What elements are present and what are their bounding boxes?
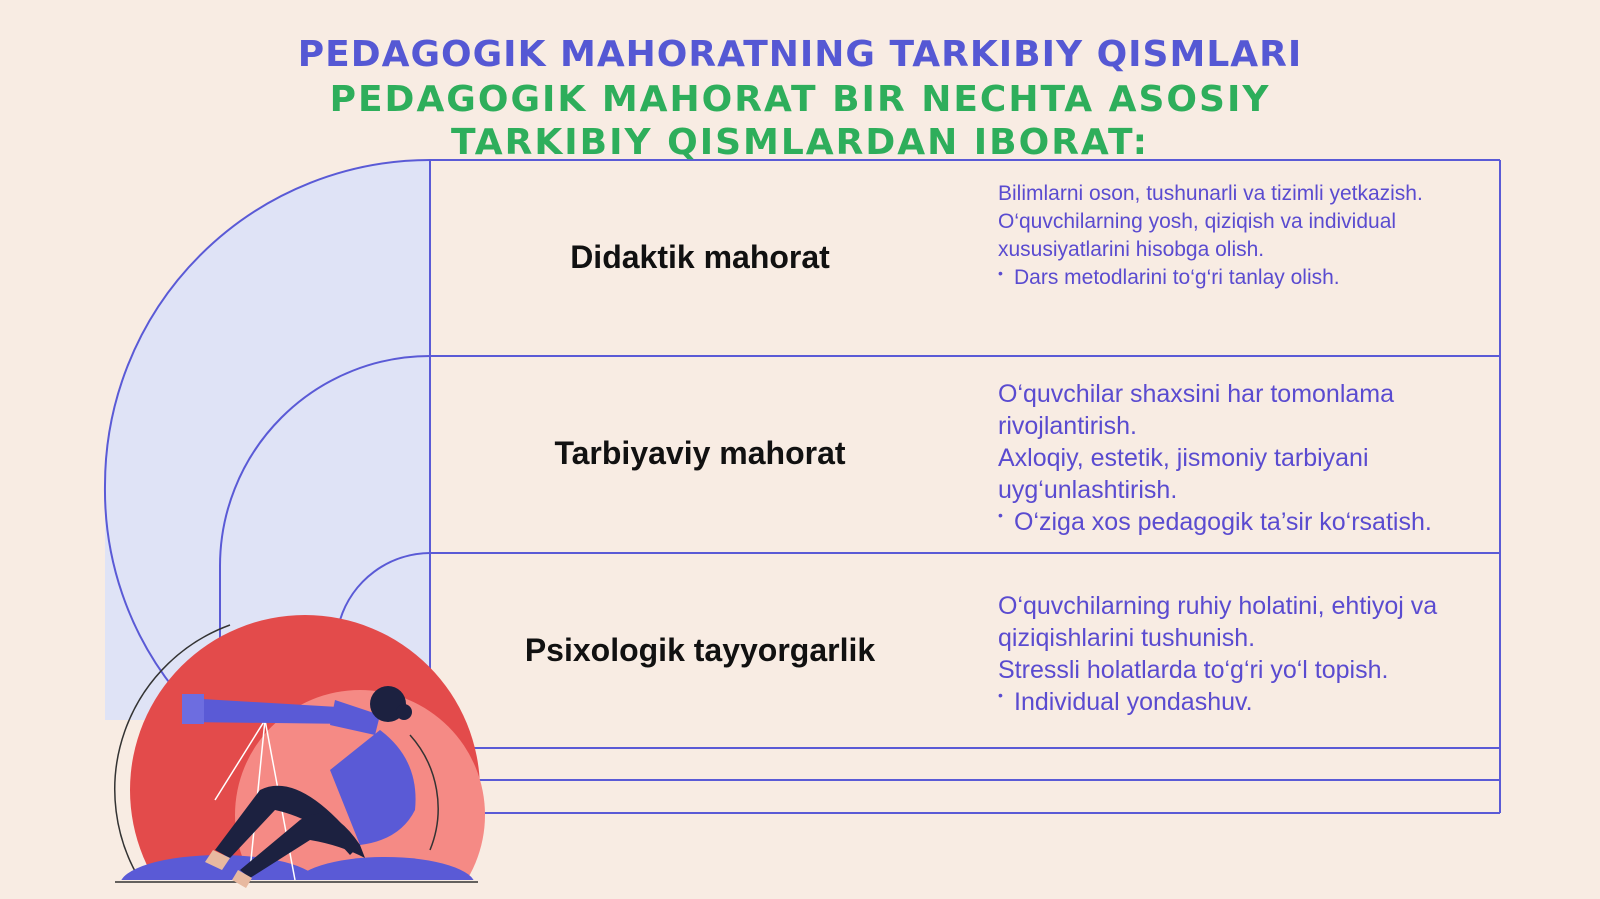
description-line: O‘quvchilarning yosh, qiziqish va individual xususiyatlarini hisobga olish. (998, 210, 1397, 261)
bullet-icon: • (998, 687, 1003, 703)
bullet-text: Individual yondashuv. (1014, 688, 1253, 716)
description-line: Axloqiy, estetik, jismoniy tarbiyani uyg‘unlashtirish. (998, 444, 1369, 504)
bullet-icon: • (998, 507, 1003, 523)
description-line: O‘quvchilarning ruhiy holatini, ehtiyoj va qiziqishlarini tushunish. (998, 592, 1438, 652)
description-bullet (998, 686, 1488, 718)
bullet-text: Dars metodlarini to‘g‘ri tanlay olish. (1014, 266, 1340, 289)
page-title: PEDAGOGIK MAHORATNING TARKIBIY QISMLARI (297, 34, 1303, 75)
row-description-psixologik (998, 590, 1488, 718)
description-bullet (998, 264, 1488, 292)
row-label-tarbiyaviy: Tarbiyaviy mahorat (554, 435, 846, 471)
description-line: Bilimlarni oson, tushunarli va tizimli yetkazish. (998, 182, 1423, 205)
description-line: Stressli holatlarda to‘g‘ri yo‘l topish. (998, 656, 1389, 684)
row-description-didaktik (998, 180, 1488, 292)
bullet-icon: • (998, 265, 1003, 281)
description-line: O‘quvchilar shaxsini har tomonlama rivojlantirish. (998, 380, 1395, 440)
row-label-psixologik: Psixologik tayyorgarlik (524, 632, 876, 668)
row-label-didaktik: Didaktik mahorat (570, 239, 830, 275)
row-description-tarbiyaviy (998, 378, 1488, 538)
page-subtitle: PEDAGOGIK MAHORAT BIR NECHTA ASOSIY TARKIBIY QISMLARDAN IBORAT: (329, 79, 1271, 163)
description-bullet (998, 506, 1488, 538)
bullet-text: O‘ziga xos pedagogik ta’sir ko‘rsatish. (1014, 508, 1432, 536)
